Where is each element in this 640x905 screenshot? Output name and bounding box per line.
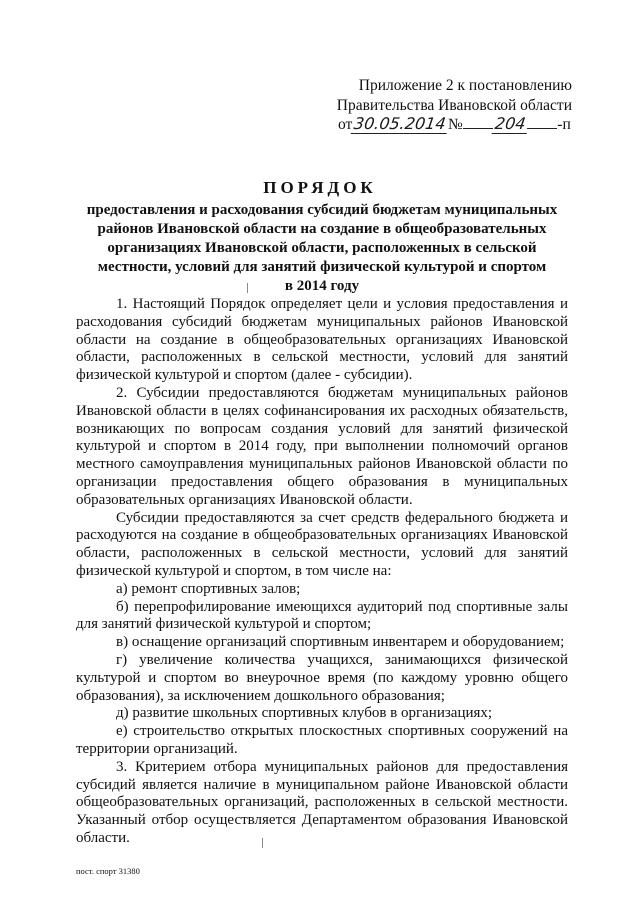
scan-mark [247,283,248,293]
subtitle-line: предоставления и расходования субсидий бюджетам муниципальных [86,202,558,218]
list-item-g: г) увеличение количества учащихся, занимающихся физической культурой и спортом во внеурочное время (по каждому уровню общего образования), за исключением дошкольного образования; [76,651,568,704]
number-underline-left [463,128,493,129]
resolution-date-number [338,114,573,136]
number-label: № [447,116,463,133]
list-item-e: е) строительство открытых плоскостных спортивных сооружений на территории организаций. [76,723,568,757]
handwritten-date: 30.05.2014 [351,114,449,134]
subtitle-line: местности, условий для занятий физической культурой и спортом [97,259,547,275]
appendix-header [310,76,572,116]
list-item-v: в) оснащение организаций спортивным инвентарем и оборудованием; [116,634,565,651]
paragraph-1: 1. Настоящий Порядок определяет цели и условия предоставления и расходования субсидий бюджетам муниципальных районов Ивановской области на создание в общеобразовательных организациях Ивановской области, расположенных в сельской местности, условий для занятий физической культурой и спортом (далее - субсидии). [76,296,568,384]
document-title: ПОРЯДОК [263,178,377,197]
list-item-a: а) ремонт спортивных залов; [116,580,301,597]
subtitle-line: в 2014 году [284,278,360,294]
document-subtitle [82,201,562,296]
appendix-line-2: Правительства Ивановской области [336,97,572,114]
document-body [76,296,568,848]
list-item-b: б) перепрофилирование имеющихся аудиторий под спортивные залы для занятий физической культурой и спортом; [76,598,568,633]
number-underline-right [527,128,557,129]
number-suffix: -п [557,116,571,133]
paragraph-2: 2. Субсидии предоставляются бюджетам муниципальных районов Ивановской области в целях софинансирования их расходных обязательств, возникающих по вопросам создания условий для занятий физической культурой и спортом в 2014 году, при выполнении полномочий органов местного самоуправления муниципальных районов Ивановской области по организации предоставления общего образования в муниципальных образовательных организациях Ивановской области. [76,384,568,508]
paragraph-3: 3. Критерием отбора муниципальных районов для предоставления субсидий является наличие в муниципальном районе Ивановской области общеобразовательных организаций, расположенных в сельской местности. Указанный отбор осуществляется Департаментом образования Ивановской области. [76,758,568,846]
paragraph-subsidies: Субсидии предоставляются за счет средств федерального бюджета и расходуются на создание в общеобразовательных организациях Ивановской области, расположенных в сельской местности, условий для занятий физической культурой и спортом, в том числе на: [76,509,568,579]
subtitle-line: районов Ивановской области на создание в общеобразовательных [97,221,547,237]
list-item-d: д) развитие школьных спортивных клубов в организациях; [116,705,493,722]
handwritten-number: 204 [491,114,528,134]
date-prefix: от [338,116,353,133]
subtitle-line: организациях Ивановской области, расположенных в сельской [107,240,537,256]
appendix-line-1: Приложение 2 к постановлению [358,77,572,94]
footer-code: пост. спорт 31380 [76,866,140,876]
scan-mark [262,838,263,848]
